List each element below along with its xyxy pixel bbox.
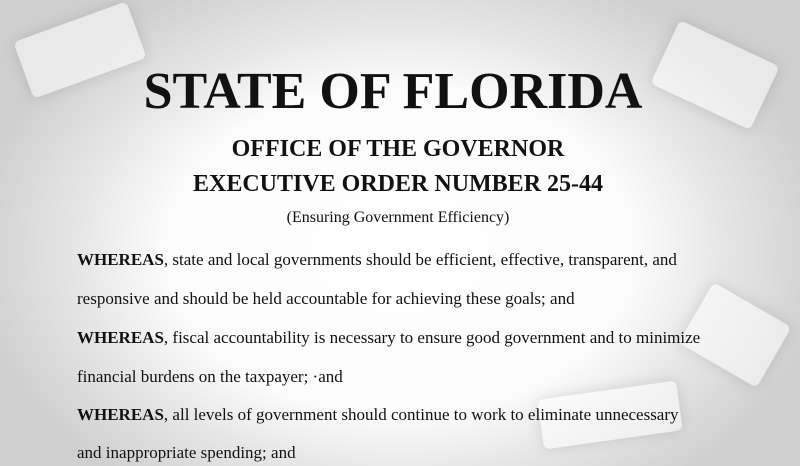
document-title: STATE OF FLORIDA — [143, 63, 643, 120]
paragraph-1-line-1 — [77, 250, 677, 270]
paragraph-3-line-1 — [77, 405, 679, 425]
executive-order-number: EXECUTIVE ORDER NUMBER 25-44 — [192, 171, 604, 197]
paragraph-text: , state and local governments should be efficient, effective, transparent, and — [163, 250, 677, 269]
paragraph-text: , all levels of government should continue to work to eliminate unnecessary — [163, 405, 679, 424]
paragraph-3-line-2: and inappropriate spending; and — [77, 443, 296, 462]
whereas-label: WHEREAS — [77, 328, 164, 347]
order-subtitle: (Ensuring Government Efficiency) — [286, 209, 510, 226]
paragraph-2-line-1 — [77, 328, 700, 348]
whereas-label: WHEREAS — [77, 250, 164, 269]
office-heading: OFFICE OF THE GOVERNOR — [231, 136, 565, 162]
paragraph-1-line-2: responsive and should be held accountable for achieving these goals; and — [77, 289, 575, 308]
paragraph-2-line-2: financial burdens on the taxpayer; ·and — [77, 367, 343, 386]
paragraph-text: , fiscal accountability is necessary to ensure good government and to minimize — [163, 328, 701, 347]
whereas-label: WHEREAS — [77, 405, 164, 424]
